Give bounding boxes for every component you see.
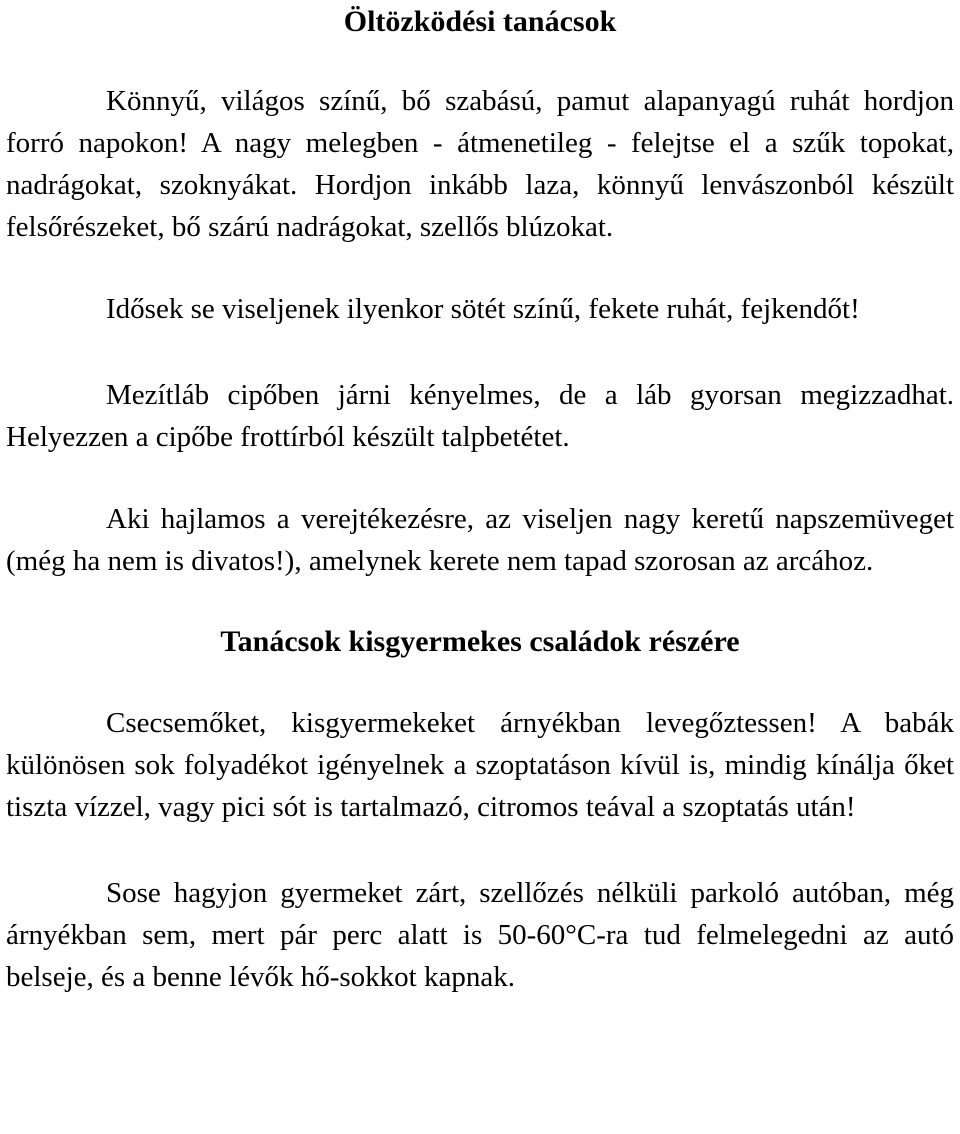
section-title-families: Tanácsok kisgyermekes családok részére [220,625,740,658]
paragraph-elderly-clothing: Idősek se viseljenek ilyenkor sötét színű, fekete ruhát, fejkendőt! [106,293,860,325]
paragraph-sunglasses: Aki hajlamos a verejtékezésre, az viseljen nagy keretű napszemüveget (még ha nem is divatos!), amelynek kerete nem tapad szorosan az arcához. [6,503,954,577]
paragraph-car-warning: Sose hagyjon gyermeket zárt, szellőzés nélküli parkoló autóban, még árnyékban sem, mert pár perc alatt is 50-60°C-ra tud felmelegedni az autó belseje, és a benne lévők hő-sokkot kapnak. [6,877,954,993]
paragraph-light-clothing: Könnyű, világos színű, bő szabású, pamut alapanyagú ruhát hordjon forró napokon! A nagy melegben - átmenetileg - felejtse el a szűk topokat, nadrágokat, szoknyákat. Hordjon inkább laza, könnyű lenvászonból készült felsőrészeket, bő szárú nadrágokat, szellős blúzokat. [6,85,954,243]
paragraph-infants-shade: Csecsemőket, kisgyermekeket árnyékban levegőztessen! A babák különösen sok folyadékot igényelnek a szoptatáson kívül is, mindig kínálja őket tiszta vízzel, vagy pici sót is tartalmazó, citromos teával a szoptatás után! [6,707,954,823]
page-title: Öltözködési tanácsok [343,5,617,38]
paragraph-footwear: Mezítláb cipőben járni kényelmes, de a láb gyorsan megizzadhat. Helyezzen a cipőbe frottírból készült talpbetétet. [6,379,954,453]
